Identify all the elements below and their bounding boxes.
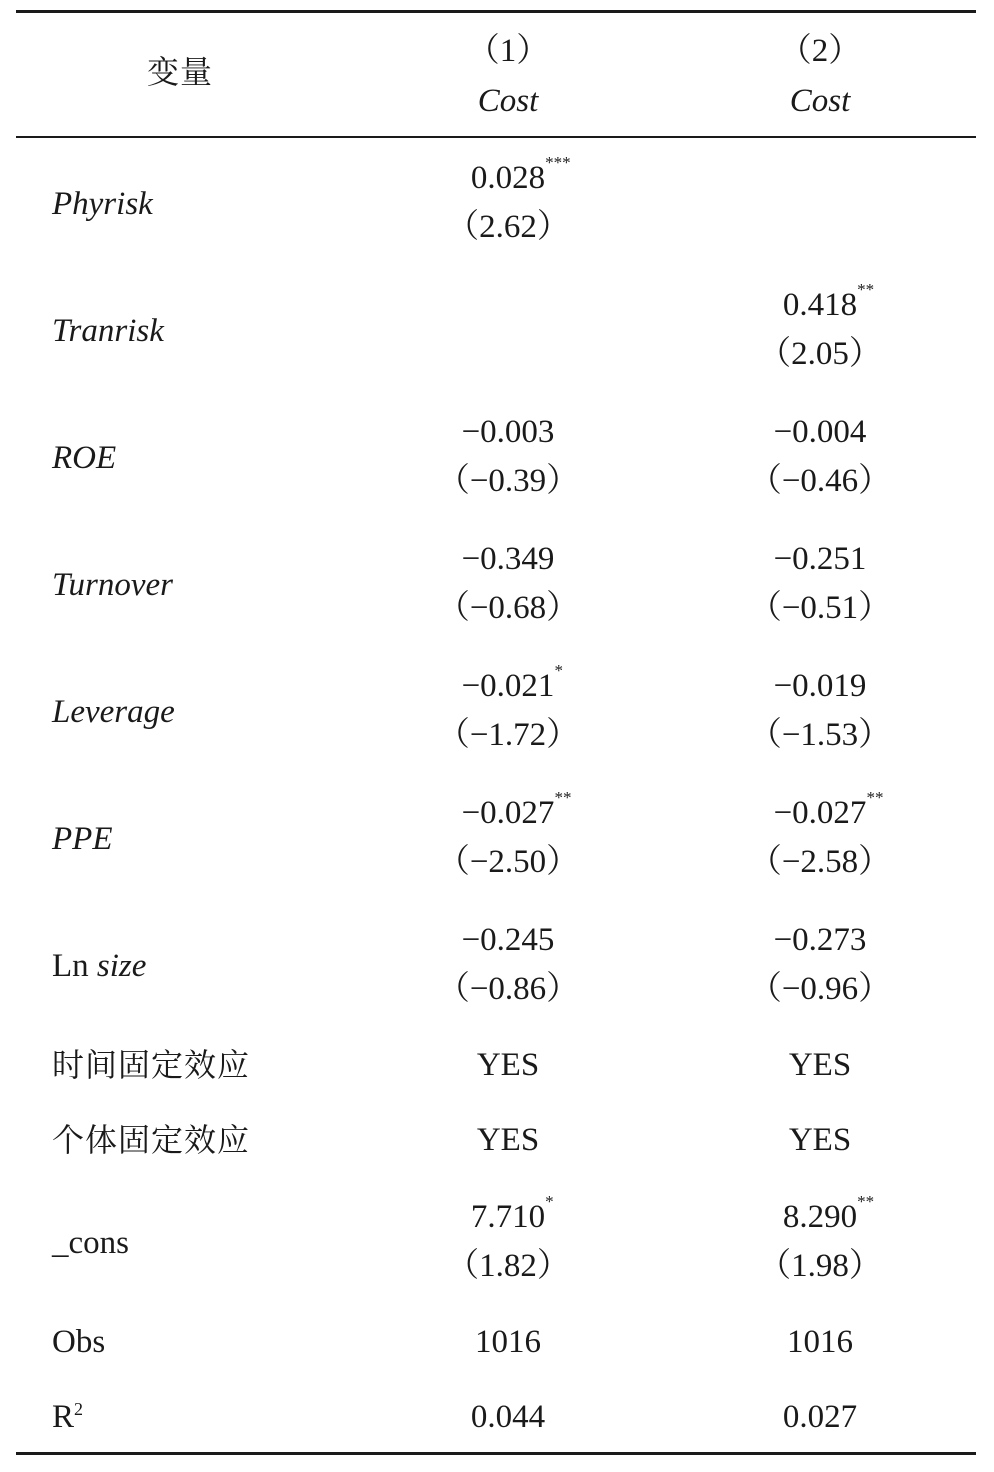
cell-lnsize-c1-coef: −0.245	[461, 922, 555, 958]
header-variable-label: 变量	[147, 53, 214, 91]
header-rule	[16, 136, 976, 138]
significance-stars: *	[554, 661, 563, 680]
cell-leverage-c2-t: （−1.53）	[748, 717, 892, 753]
significance-stars: **	[866, 788, 884, 807]
row-label-ppe: PPE	[52, 821, 113, 857]
cell-tranrisk-c2-coef: 0.418 **	[782, 280, 875, 323]
row-label-ln-size: Ln size	[52, 948, 147, 984]
cell-phyrisk-c1-t: （2.62）	[446, 209, 570, 245]
row-label-obs: Obs	[52, 1324, 106, 1360]
cell-time-fe-c2: YES	[788, 1047, 852, 1083]
significance-stars: **	[554, 788, 572, 807]
row-label-phyrisk: Phyrisk	[52, 186, 153, 222]
cell-cons-c2-t: （1.98）	[758, 1248, 882, 1284]
row-label-time-fe: 时间固定效应	[52, 1046, 251, 1084]
cell-indiv-fe-c1: YES	[476, 1122, 540, 1158]
header-col2-name: Cost	[789, 83, 851, 119]
row-label-roe: ROE	[52, 440, 117, 476]
header-col1-name: Cost	[477, 83, 539, 119]
cell-roe-c2-t: （−0.46）	[748, 463, 892, 499]
cell-lnsize-c1-t: （−0.86）	[436, 971, 580, 1007]
row-label-indiv-fe: 个体固定效应	[52, 1121, 251, 1159]
significance-stars: **	[857, 280, 875, 299]
cell-r2-c1: 0.044	[470, 1399, 546, 1435]
significance-stars: **	[857, 1192, 875, 1211]
cell-leverage-c2-coef: −0.019	[773, 668, 867, 704]
cell-lnsize-c2-coef: −0.273	[773, 922, 867, 958]
cell-turnover-c2-t: （−0.51）	[748, 590, 892, 626]
header-col1-number: （1）	[466, 33, 550, 69]
row-label-tranrisk: Tranrisk	[52, 313, 164, 349]
cell-lnsize-c2-t: （−0.96）	[748, 971, 892, 1007]
row-label-leverage: Leverage	[52, 694, 175, 730]
cell-phyrisk-c1-coef: 0.028 ***	[470, 153, 571, 196]
cell-ppe-c2-coef: −0.027 **	[773, 788, 884, 831]
cell-cons-c1-t: （1.82）	[446, 1248, 570, 1284]
cell-ppe-c1-coef: −0.027 **	[461, 788, 572, 831]
cell-roe-c2-coef: −0.004	[773, 414, 867, 450]
cell-leverage-c1-t: （−1.72）	[436, 717, 580, 753]
cell-indiv-fe-c2: YES	[788, 1122, 852, 1158]
significance-stars: *	[545, 1192, 554, 1211]
cell-roe-c1-coef: −0.003	[461, 414, 555, 450]
cell-turnover-c1-t: （−0.68）	[436, 590, 580, 626]
row-label-turnover: Turnover	[52, 567, 174, 603]
cell-ppe-c1-t: （−2.50）	[436, 844, 580, 880]
cell-ppe-c2-t: （−2.58）	[748, 844, 892, 880]
significance-stars: ***	[545, 153, 571, 172]
cell-obs-c2: 1016	[787, 1324, 853, 1360]
top-rule	[16, 10, 976, 13]
cell-cons-c2-coef: 8.290 **	[782, 1192, 875, 1235]
cell-turnover-c2-coef: −0.251	[773, 541, 867, 577]
header-col2-number: （2）	[778, 33, 862, 69]
cell-roe-c1-t: （−0.39）	[436, 463, 580, 499]
cell-turnover-c1-coef: −0.349	[461, 541, 555, 577]
cell-time-fe-c1: YES	[476, 1047, 540, 1083]
bottom-rule	[16, 1452, 976, 1455]
cell-leverage-c1-coef: −0.021 *	[461, 661, 563, 704]
row-label-cons: _cons	[52, 1225, 129, 1261]
row-label-r2: $R^2$	[52, 1399, 84, 1435]
cell-obs-c1: 1016	[475, 1324, 541, 1360]
cell-cons-c1-coef: 7.710 *	[470, 1192, 554, 1235]
cell-tranrisk-c2-t: （2.05）	[758, 336, 882, 372]
cell-r2-c2: 0.027	[782, 1399, 858, 1435]
